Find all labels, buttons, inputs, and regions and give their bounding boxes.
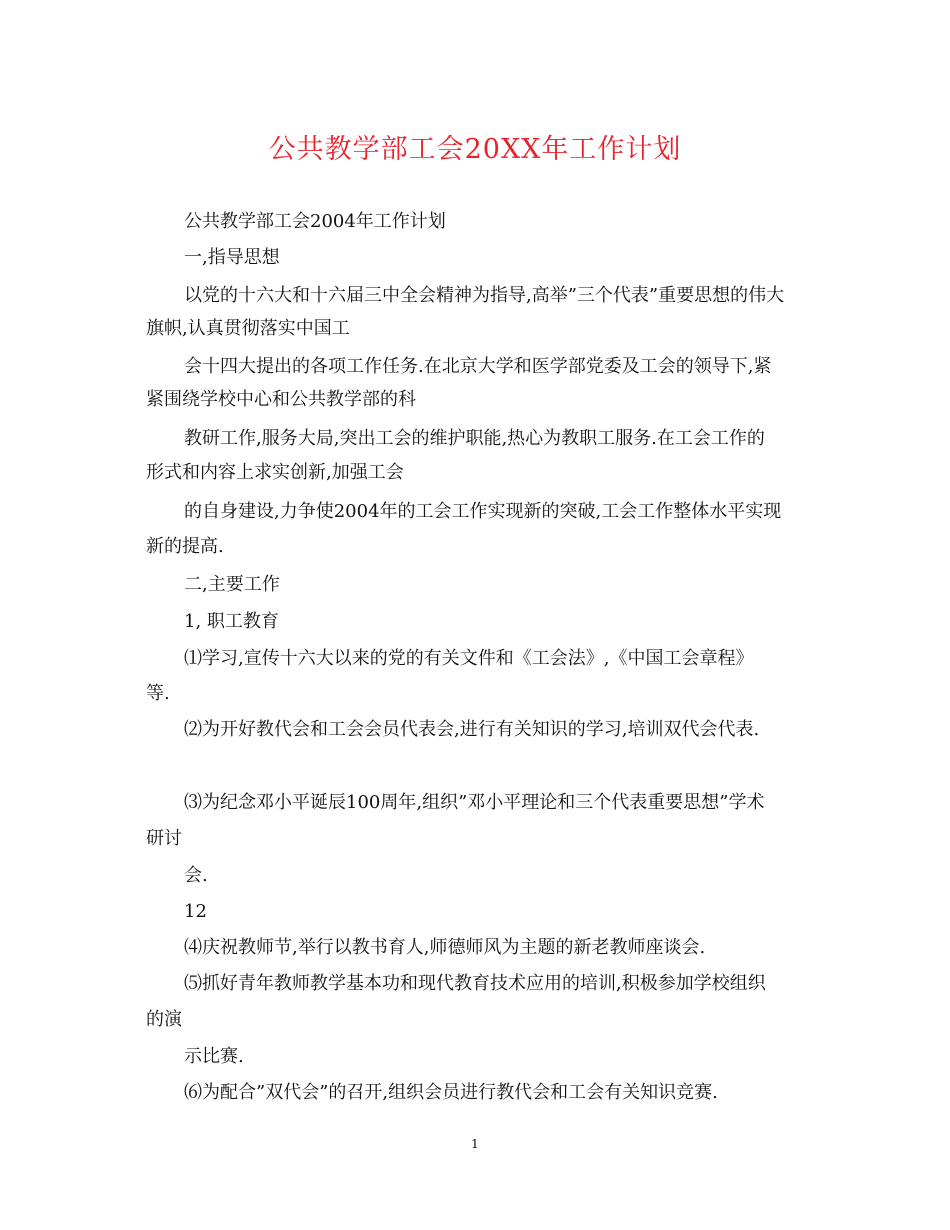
stray-number: 12 [184, 901, 207, 922]
list-item-line: ⑴学习,宣传十六大以来的党的有关文件和《工会法》,《中国工会章程》 [184, 648, 754, 669]
list-item-line: ⑶为纪念邓小平诞辰100周年,组织”邓小平理论和三个代表重要思想”学术 [184, 792, 765, 813]
body-line: 形式和内容上求实创新,加强工会 [146, 462, 404, 483]
page-number: 1 [471, 1137, 479, 1151]
body-line: 以党的十六大和十六届三中全会精神为指导,高举”三个代表”重要思想的伟大 [184, 285, 785, 306]
body-line: 会十四大提出的各项工作任务.在北京大学和医学部党委及工会的领导下,紧 [184, 356, 772, 377]
heading-guiding-thought: 一,指导思想 [184, 247, 280, 268]
list-item-line: ⑵为开好教代会和工会会员代表会,进行有关知识的学习,培训双代会代表. [184, 719, 760, 740]
list-item-line: ⑹为配合”双代会”的召开,组织会员进行教代会和工会有关知识竞赛. [184, 1082, 718, 1103]
body-line: 旗帜,认真贯彻落实中国工 [146, 318, 350, 339]
list-item-line: 示比赛. [184, 1046, 244, 1067]
list-item-line: 研讨 [146, 828, 182, 849]
body-line-subtitle: 公共教学部工会2004年工作计划 [184, 211, 446, 232]
heading-staff-education: 1, 职工教育 [184, 611, 279, 632]
list-item-line: 的演 [146, 1009, 182, 1030]
heading-main-work: 二,主要工作 [184, 574, 280, 595]
body-line: 紧围绕学校中心和公共教学部的科 [146, 389, 416, 410]
body-line: 教研工作,服务大局,突出工会的维护职能,热心为教职工服务.在工会工作的 [184, 428, 765, 449]
list-item-line: ⑷庆祝教师节,举行以教书育人,师德师风为主题的新老教师座谈会. [184, 937, 706, 958]
document-title: 公共教学部工会20XX年工作计划 [268, 134, 682, 165]
list-item-line: ⑸抓好青年教师教学基本功和现代教育技术应用的培训,积极参加学校组织 [184, 973, 766, 994]
list-item-line: 等. [146, 683, 170, 704]
list-item-line: 会. [184, 865, 208, 886]
body-line: 新的提高. [146, 536, 224, 557]
body-line: 的自身建设,力争使2004年的工会工作实现新的突破,工会工作整体水平实现 [184, 501, 782, 522]
